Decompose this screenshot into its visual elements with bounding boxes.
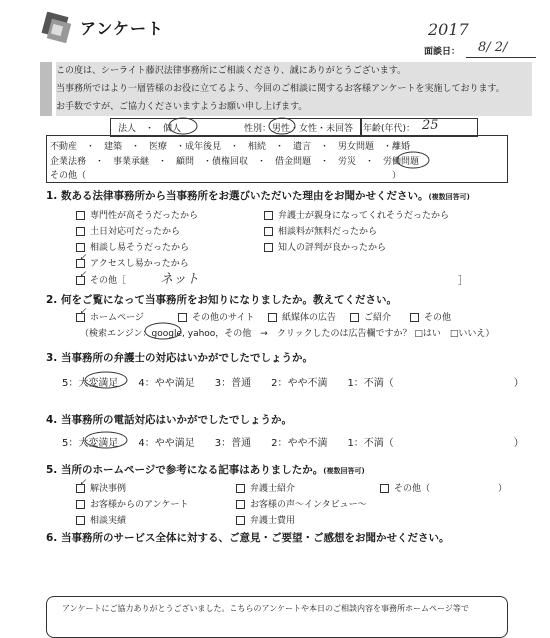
checkbox[interactable] — [268, 313, 277, 322]
handwritten-year: 2017 — [428, 20, 469, 39]
footer-text: アンケートにご協力ありがとうございました。こちらのアンケートや本日のご相談内容を事務所ホームページ等で — [62, 604, 469, 613]
q1-option[interactable]: 相談し易そうだったから — [76, 240, 189, 253]
intro-line: お手数ですが、ご協力くださいますようお願い申し上げます。 — [56, 102, 308, 112]
q5-question-text: 5. 当所のホームページで参考になる記事はありましたか。 — [46, 464, 324, 476]
category-row[interactable]: 企業法務 ・ 事業承継 ・ 顧問 ・債権回収 ・ 借金問題 ・ 労災 ・ 労働問題 — [50, 157, 420, 167]
q4-rating-scale[interactable]: 5：大変満足 4：やや満足 3：普通 2：やや不満 1：不満（ ） — [62, 438, 524, 449]
checkmark-icon: ✓ — [79, 478, 87, 488]
checkmark-icon: ✓ — [79, 253, 87, 263]
q1-option[interactable]: 土日対応可だったから — [76, 224, 180, 237]
q1-option[interactable]: 専門性が高そうだったから — [76, 208, 198, 221]
checkbox[interactable] — [178, 313, 187, 322]
checkmark-icon: ✓ — [79, 270, 87, 280]
q1-option[interactable]: アクセスし易かったから — [76, 256, 189, 269]
q6-answer-area[interactable] — [46, 548, 506, 588]
search-engine-line[interactable]: （検索エンジン：google, yahoo，その他 → クリックしたのは広告欄ですか？ □はい □いいえ） — [80, 329, 495, 339]
checkbox[interactable] — [76, 516, 85, 525]
q1-question — [46, 188, 470, 203]
circled-mark — [84, 430, 128, 450]
q5-option[interactable]: 相談実績 — [76, 513, 126, 526]
intro-line: この度は、シーライト藤沢法律事務所にご相談くださり、誠にありがとうございます。 — [56, 66, 407, 76]
checkbox[interactable] — [236, 484, 245, 493]
q3-rating-scale[interactable]: 5：大変満足 4：やや満足 3：普通 2：やや不満 1：不満（ ） — [62, 378, 524, 389]
q5-option[interactable]: 弁護士費用 — [236, 513, 295, 526]
q5-option[interactable]: お客様からのアンケート — [76, 497, 188, 510]
q1-question-text: 1. 数ある法律事務所から当事務所をお選びいただいた理由をお聞かせください。 — [46, 190, 429, 202]
age-value: 25 — [422, 118, 439, 133]
q4-question: 4. 当事務所の電話対応はいかがでしたでしょうか。 — [46, 414, 292, 426]
q3-question: 3. 当事務所の弁護士の対応はいかがでしたでしょうか。 — [46, 352, 313, 364]
interview-date-label: 面談日： — [424, 47, 461, 57]
intro-side-bar — [40, 62, 52, 116]
intro-panel — [56, 62, 532, 116]
circled-mark — [268, 116, 296, 136]
q1-option[interactable]: 知人の評判が良かったから — [264, 240, 386, 253]
bracket-close: ） — [498, 484, 508, 494]
checkbox[interactable] — [264, 227, 273, 236]
gender-label: 性別： — [244, 124, 272, 134]
gender-options[interactable]: 男性・女性・未回答 — [272, 124, 354, 134]
circled-mark — [396, 151, 430, 169]
q1-option[interactable]: 弁護士が親身になってくれそうだったから — [264, 208, 449, 221]
q2-option[interactable]: 紙媒体の広告 — [268, 310, 336, 323]
q6-question: 6. 当事務所のサービス全体に対する、ご意見・ご要望・ご感想をお聞かせください。 — [46, 532, 450, 544]
q2-option[interactable]: その他 — [410, 310, 451, 323]
interview-date-value: 8/ 2/ — [478, 40, 508, 55]
checkbox[interactable] — [410, 313, 419, 322]
person-type-options[interactable]: 法人 ・ 個人 — [118, 124, 182, 134]
checkbox[interactable] — [76, 211, 85, 220]
circled-mark — [168, 116, 198, 136]
logo-icon — [40, 12, 74, 46]
q2-option[interactable]: ご紹介 — [350, 310, 391, 323]
bracket-close: ］ — [458, 276, 468, 287]
checkbox[interactable] — [380, 484, 389, 493]
checkbox[interactable] — [264, 243, 273, 252]
checkbox[interactable] — [236, 516, 245, 525]
checkbox[interactable] — [350, 313, 359, 322]
q5-option[interactable]: お客様の声〜インタビュー〜 — [236, 497, 367, 510]
date-underline — [466, 57, 536, 58]
age-label: 年齢(年代)： — [363, 124, 416, 134]
q2-question: 2. 何をご覧になって当事務所をお知りになりましたか。教えてください。 — [46, 294, 397, 306]
q1-option[interactable]: 相談料が無料だったから — [264, 224, 377, 237]
q5-question — [46, 462, 365, 477]
circled-mark — [84, 370, 128, 390]
intro-line: 当事務所ではより一層皆様のお役に立てるよう、今回のご相談に関するお客様アンケートを実施しております。 — [56, 84, 505, 94]
page-title: アンケート — [80, 19, 165, 38]
q2-option[interactable]: ホームページ — [76, 310, 144, 323]
checkbox[interactable] — [236, 500, 245, 509]
q2-option[interactable]: その他のサイト — [178, 310, 254, 323]
q1-note: (複数回答可) — [428, 193, 470, 201]
checkbox[interactable] — [76, 243, 85, 252]
category-row[interactable]: 不動産 ・ 建築 ・ 医療 ・成年後見 ・ 相続 ・ 遺言 ・ 男女問題 ・離婚 — [50, 142, 411, 152]
q5-option-other[interactable]: その他（ — [380, 481, 430, 494]
q5-note: (複数回答可) — [323, 467, 365, 475]
q1-other-answer: ネット — [160, 272, 200, 287]
q5-option[interactable]: 弁護士紹介 — [236, 481, 295, 494]
circled-mark — [144, 322, 182, 340]
checkbox[interactable] — [264, 211, 273, 220]
checkbox[interactable] — [76, 500, 85, 509]
q5-option[interactable]: 解決事例 — [76, 481, 126, 494]
checkbox[interactable] — [76, 227, 85, 236]
checkmark-icon: ✓ — [79, 307, 87, 317]
q1-option-other[interactable]: その他［ — [76, 273, 126, 286]
category-row[interactable]: その他（ ） — [50, 171, 402, 181]
